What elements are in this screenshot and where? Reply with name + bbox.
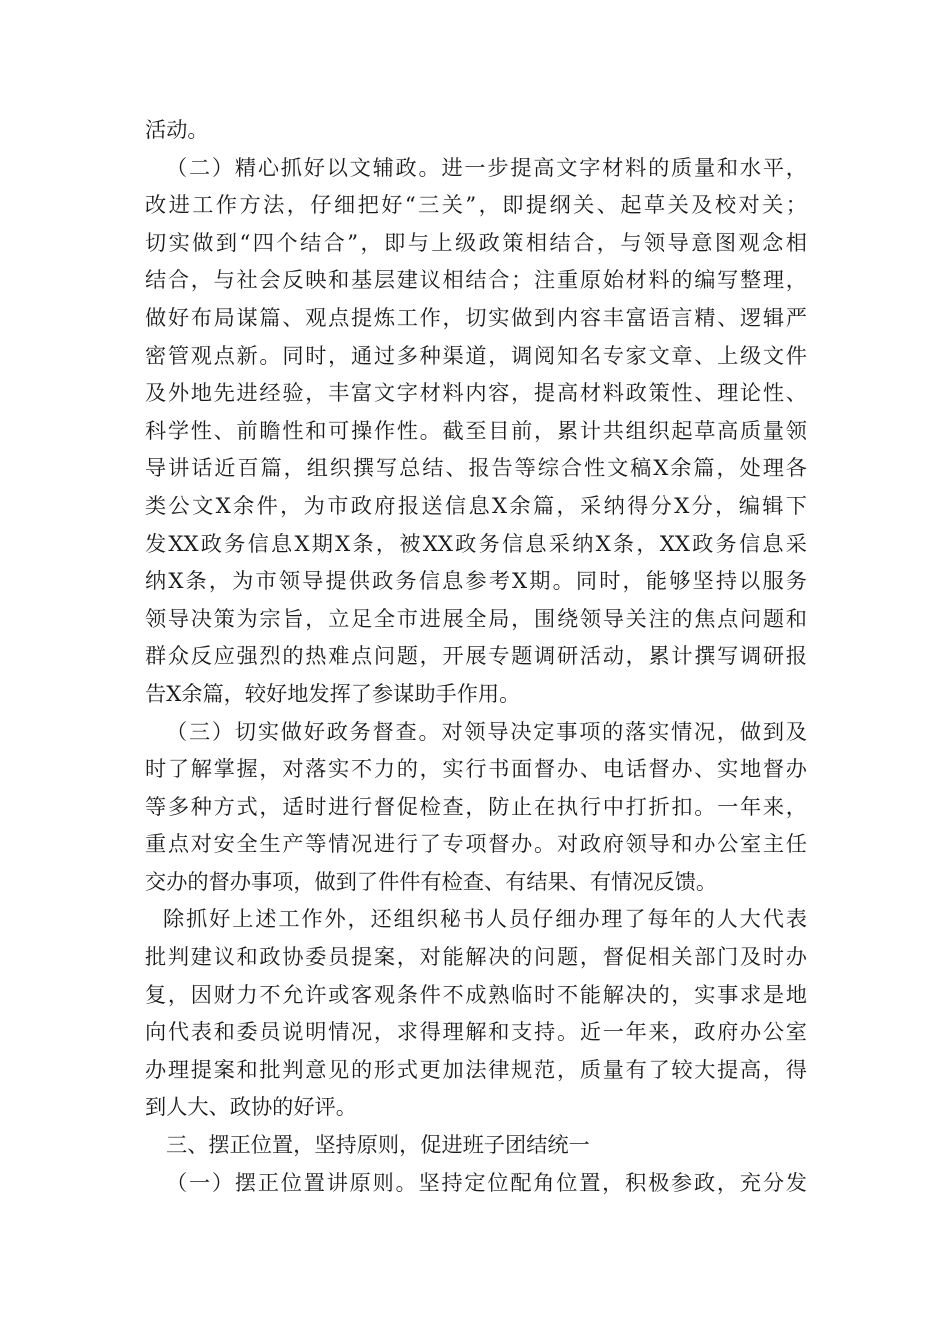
text-line: 做好布局谋篇、观点提炼工作，切实做到内容丰富语言精、逻辑严: [145, 304, 807, 330]
paragraph-start: 除抓好上述工作外，还组织秘书人员仔细办理了每年的人大代表: [163, 906, 807, 932]
section-heading-main: 三、摆正位置，坚持原则，促进班子团结统一: [166, 1132, 590, 1158]
text-line: 切实做到“四个结合”，即与上级政策相结合，与领导意图观念相: [145, 229, 807, 255]
text-line: 到人大、政协的好评。: [145, 1094, 357, 1120]
text-line: 办理提案和批判意见的形式更加法律规范，质量有了较大提高，得: [145, 1056, 807, 1082]
text-line: 时了解掌握，对落实不力的，实行书面督办、电话督办、实地督办: [145, 756, 807, 782]
document-body: [145, 111, 807, 1201]
text-line: 群众反应强烈的热难点问题，开展专题调研活动，累计撰写调研报: [145, 643, 807, 669]
text-line: 活动。: [145, 117, 209, 142]
text-line: 及外地先进经验，丰富文字材料内容，提高材料政策性、理论性、: [145, 380, 807, 406]
text-line: 重点对安全生产等情况进行了专项督办。对政府领导和办公室主任: [145, 831, 807, 857]
text-line: 结合，与社会反映和基层建议相结合；注重原始材料的编写整理，: [145, 267, 807, 293]
text-line: 导讲话近百篇，组织撰写总结、报告等综合性文稿X余篇，处理各: [145, 455, 807, 481]
text-line: 纳X条，为市领导提供政务信息参考X期。同时，能够坚持以服务: [145, 568, 807, 594]
text-line: 批判建议和政协委员提案，对能解决的问题，督促相关部门及时办: [145, 944, 807, 970]
text-line: 复，因财力不允许或客观条件不成熟临时不能解决的，实事求是地: [145, 981, 807, 1007]
text-line: 等多种方式，适时进行督促检查，防止在执行中打折扣。一年来，: [145, 793, 807, 819]
text-line: 科学性、前瞻性和可操作性。截至目前，累计共组织起草高质量领: [145, 417, 807, 443]
section-heading-2: （二）精心抓好以文辅政。进一步提高文字材料的质量和水平，: [166, 154, 807, 180]
text-line: 密管观点新。同时，通过多种渠道，调阅知名专家文章、上级文件: [145, 342, 807, 368]
text-line: 领导决策为宗旨，立足全市进展全局，围绕领导关注的焦点问题和: [145, 605, 807, 631]
text-line: 发XX政务信息X期X条，被XX政务信息采纳X条，XX政务信息采: [145, 530, 807, 556]
text-line: 向代表和委员说明情况，求得理解和支持。近一年来，政府办公室: [145, 1019, 807, 1045]
text-line: 交办的督办事项，做到了件件有检查、有结果、有情况反馈。: [145, 868, 718, 894]
section-heading-1: （一）摆正位置讲原则。坚持定位配角位置，积极参政，充分发: [166, 1169, 807, 1195]
section-heading-3: （三）切实做好政务督查。对领导决定事项的落实情况，做到及: [166, 718, 807, 744]
text-line: 告X余篇，较好地发挥了参谋助手作用。: [145, 680, 521, 706]
text-line: 类公文X余件，为市政府报送信息X余篇，采纳得分X分，编辑下: [145, 492, 807, 518]
text-line: 改进工作方法，仔细把好“三关”，即提纲关、起草关及校对关；: [145, 192, 807, 218]
